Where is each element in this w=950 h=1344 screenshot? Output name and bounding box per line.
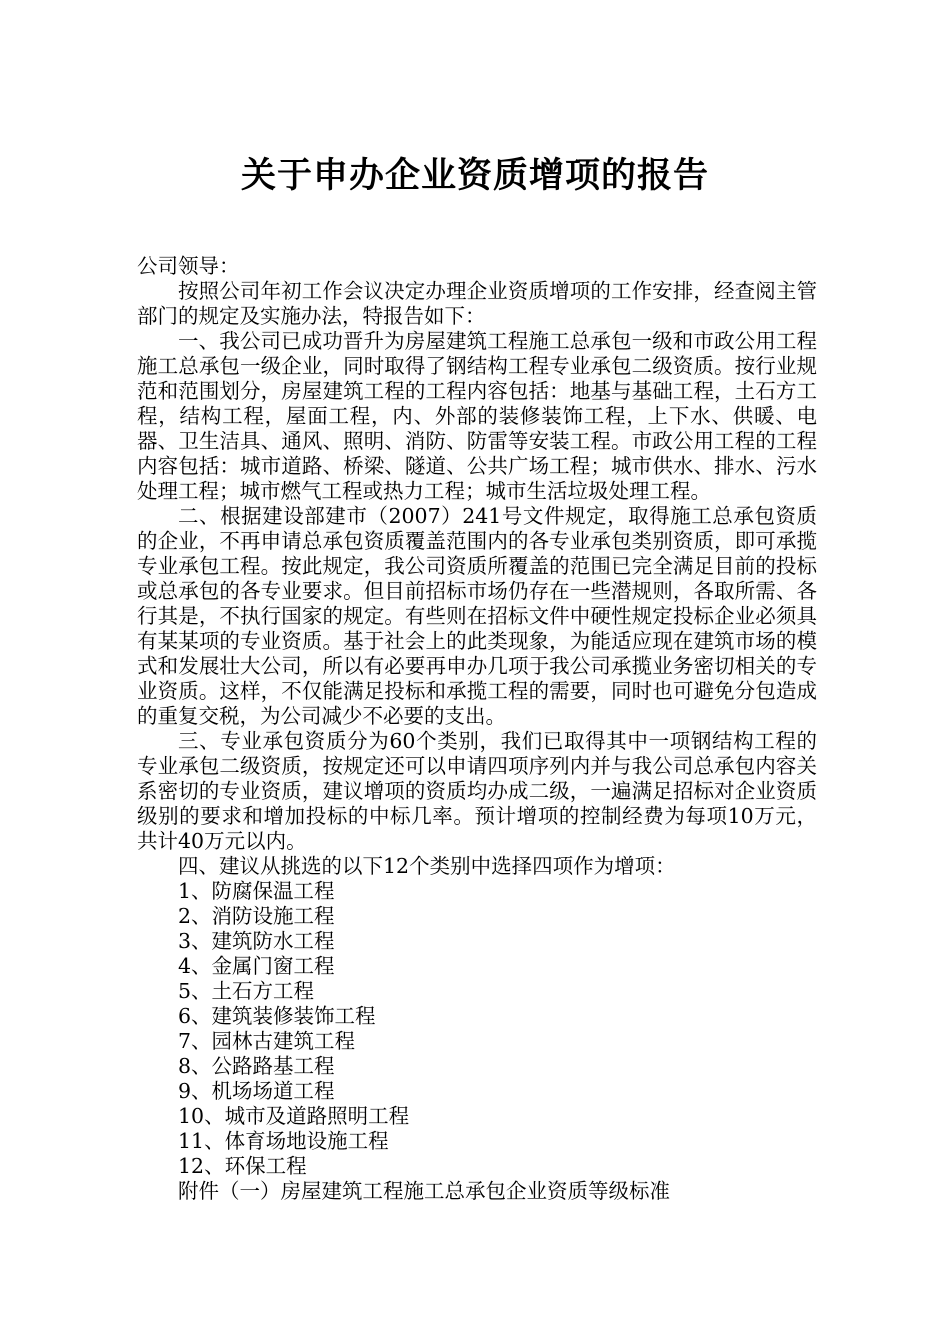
list-item: 3、建筑防水工程 bbox=[178, 929, 335, 953]
page-title: 关于申办企业资质增项的报告 bbox=[240, 155, 709, 197]
list-item: 8、公路路基工程 bbox=[178, 1054, 335, 1078]
list-item: 6、建筑装修装饰工程 bbox=[178, 1004, 376, 1028]
list-item: 12、环保工程 bbox=[178, 1154, 307, 1178]
salutation: 公司领导： bbox=[137, 254, 240, 278]
attachment-line: 附件（一）房屋建筑工程施工总承包企业资质等级标准 bbox=[178, 1179, 670, 1203]
list-item: 10、城市及道路照明工程 bbox=[178, 1104, 410, 1128]
category-list bbox=[137, 879, 817, 1179]
list-item: 2、消防设施工程 bbox=[178, 904, 335, 928]
paragraph-3: 三、专业承包资质分为60个类别，我们已取得其中一项钢结构工程的专业承包二级资质，按规定还可以申请四项序列内并与我公司总承包内容关系密切的专业资质，建议增项的资质均办成二级，一遍满足招标对企业资质级别的要求和增加投标的中标几率。预计增项的控制经费为每项10万元，共计40万元以内。 bbox=[137, 729, 817, 853]
paragraph-1: 一、我公司已成功晋升为房屋建筑工程施工总承包一级和市政公用工程施工总承包一级企业，同时取得了钢结构工程专业承包二级资质。按行业规范和范围划分，房屋建筑工程的工程内容包括：地基与基础工程，土石方工程，结构工程，屋面工程，内、外部的装修装饰工程，上下水、供暖、电器、卫生洁具、通风、照明、消防、防雷等安装工程。市政公用工程的工程内容包括：城市道路、桥梁、隧道、公共广场工程；城市供水、排水、污水处理工程；城市燃气工程或热力工程；城市生活垃圾处理工程。 bbox=[137, 329, 817, 503]
paragraph-4: 四、建议从挑选的以下12个类别中选择四项作为增项： bbox=[178, 854, 676, 878]
list-item: 11、体育场地设施工程 bbox=[178, 1129, 389, 1153]
list-item: 1、防腐保温工程 bbox=[178, 879, 335, 903]
intro-paragraph: 按照公司年初工作会议决定办理企业资质增项的工作安排，经查阅主管部门的规定及实施办法，特报告如下： bbox=[137, 279, 817, 328]
list-item: 5、土石方工程 bbox=[178, 979, 315, 1003]
paragraph-2: 二、根据建设部建市（2007）241号文件规定，取得施工总承包资质的企业，不再申请总承包资质覆盖范围内的各专业承包类别资质，即可承揽专业承包工程。按此规定，我公司资质所覆盖的范围已完全满足目前的投标或总承包的各专业要求。但目前招标市场仍存在一些潜规则，各取所需、各行其是，不执行国家的规定。有些则在招标文件中硬性规定投标企业必须具有某某项的专业资质。基于社会上的此类现象，为能适应现在建筑市场的模式和发展壮大公司，所以有必要再申办几项于我公司承揽业务密切相关的专业资质。这样，不仅能满足投标和承揽工程的需要，同时也可避免分包造成的重复交税，为公司减少不必要的支出。 bbox=[137, 504, 817, 728]
list-item: 9、机场场道工程 bbox=[178, 1079, 335, 1103]
list-item: 4、金属门窗工程 bbox=[178, 954, 335, 978]
report-body bbox=[137, 254, 817, 1204]
list-item: 7、园林古建筑工程 bbox=[178, 1029, 356, 1053]
